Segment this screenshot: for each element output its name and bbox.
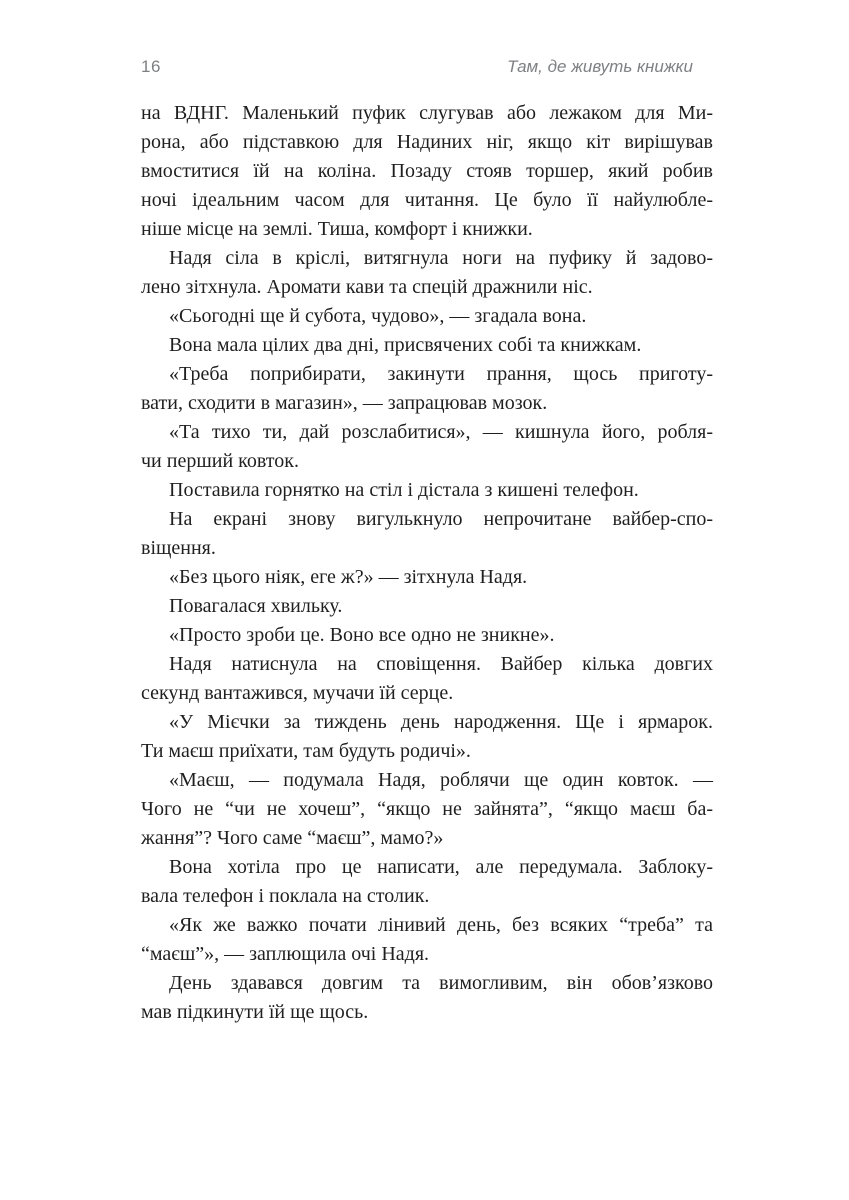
text-line: мав підкинути їй ще щось. [141,1001,369,1023]
text-line: На екрані знову вигулькнуло непрочитане вайбер-спо- [169,508,713,530]
paragraph [141,505,713,563]
running-title: Там, де живуть книжки [507,57,693,76]
page-number: 16 [141,57,161,76]
text-line: «Маєш, — подумала Надя, роблячи ще один ковток. — [169,769,713,791]
text-line: «Сьогодні ще й субота, чудово», — згадала вона. [169,305,587,327]
text-line: чи перший ковток. [141,450,299,472]
paragraph [141,621,713,650]
paragraph [141,360,713,418]
text-line: ночі ідеальним часом для читання. Це було її найулюбле- [141,189,713,211]
paragraph [141,331,713,360]
text-line: вмоститися їй на коліна. Позаду стояв торшер, який робив [141,160,713,182]
paragraph [141,911,713,969]
text-line: День здавався довгим та вимогливим, він обов’язково [169,972,713,994]
text-line: «Як же важко почати лінивий день, без всяких “треба” та [169,914,713,936]
paragraph [141,418,713,476]
text-line: рона, або підставкою для Надиних ніг, якщо кіт вирішував [141,131,713,153]
text-line: Повагалася хвильку. [169,595,343,617]
text-line: жання”? Чого саме “маєш”, мамо?» [141,827,444,849]
text-line: Вона мала цілих два дні, присвячених собі та книжкам. [169,334,642,356]
text-line: віщення. [141,537,216,559]
paragraph [141,563,713,592]
text-line: Чого не “чи не хочеш”, “якщо не зайнята”, “якщо маєш ба- [141,798,713,820]
text-line: «У Мієчки за тиждень день народження. Ще і ярмарок. [169,711,713,733]
paragraph [141,302,713,331]
text-line: лено зітхнула. Аромати кави та спецій дражнили ніс. [141,276,593,298]
paragraph [141,969,713,1027]
running-header [141,57,713,77]
paragraph [141,708,713,766]
paragraph [141,650,713,708]
text-line: вала телефон і поклала на столик. [141,885,430,907]
text-line: Надя натиснула на сповіщення. Вайбер кілька довгих [169,653,713,675]
text-line: «Треба поприбирати, закинути прання, щось приготу- [169,363,713,385]
paragraph [141,99,713,244]
paragraph [141,853,713,911]
text-line: «Та тихо ти, дай розслабитися», — кишнула його, робля- [169,421,713,443]
text-line: Ти маєш приїхати, там будуть родичі». [141,740,471,762]
paragraph [141,766,713,853]
text-line: Поставила горнятко на стіл і дістала з кишені телефон. [169,479,639,501]
text-line: «Просто зроби це. Воно все одно не зникне». [169,624,555,646]
body-text [141,99,713,1027]
text-line: ніше місце на землі. Тиша, комфорт і книжки. [141,218,533,240]
text-line: Вона хотіла про це написати, але передумала. Заблоку- [169,856,713,878]
text-line: на ВДНГ. Маленький пуфик слугував або лежаком для Ми- [141,102,713,124]
text-line: «Без цього ніяк, еге ж?» — зітхнула Надя. [169,566,528,588]
text-line: вати, сходити в магазин», — запрацював мозок. [141,392,548,414]
paragraph [141,592,713,621]
text-line: “маєш”», — заплющила очі Надя. [141,943,430,965]
text-line: секунд вантажився, мучачи їй серце. [141,682,454,704]
paragraph [141,244,713,302]
text-line: Надя сіла в кріслі, витягнула ноги на пуфику й задово- [169,247,713,269]
paragraph [141,476,713,505]
